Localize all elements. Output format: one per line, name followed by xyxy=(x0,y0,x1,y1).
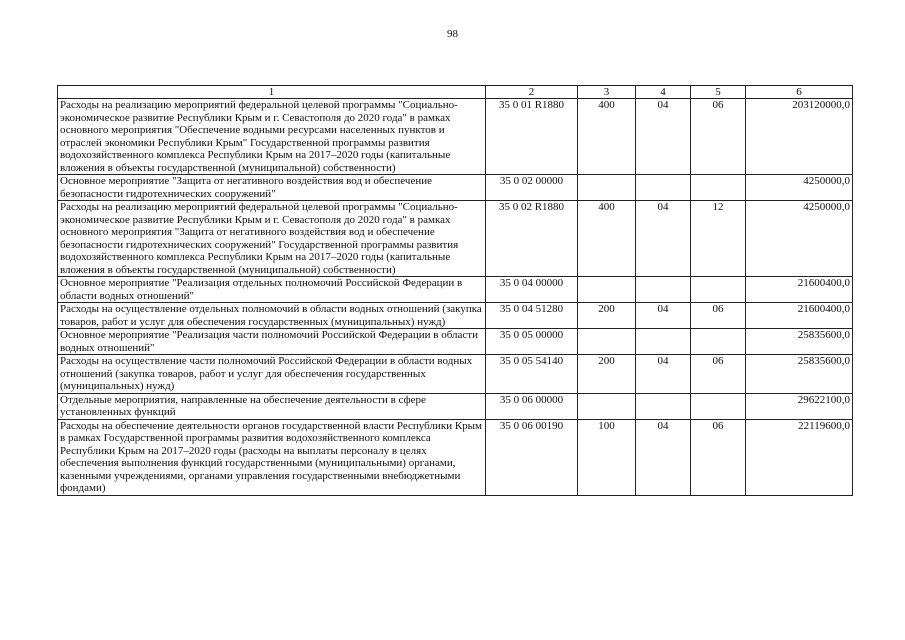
header-col-2: 2 xyxy=(486,86,578,99)
row-amount: 21600400,0 xyxy=(746,303,853,329)
row-col-3: 400 xyxy=(578,201,636,277)
row-col-4 xyxy=(636,329,691,355)
row-col-4: 04 xyxy=(636,419,691,495)
budget-table xyxy=(57,85,853,496)
table-row xyxy=(58,419,853,495)
header-col-1: 1 xyxy=(58,86,486,99)
row-name: Расходы на реализацию мероприятий федеральной целевой программы "Социально-экономическое развитие Республики Крым и г. Севастополя до 2020 года" в рамках основного мероприятия "Защита от негативного воздействия вод и обеспечение безопасности гидротехнических сооружений" Государственной программы развития водохозяйственного комплекса Республики Крым на 2017–2020 годы (капитальные вложения в объекты государственной (муниципальной) собственности) xyxy=(58,201,486,277)
row-name: Расходы на осуществление части полномочий Российской Федерации в области водных отношений (закупка товаров, работ и услуг для обеспечения государственных (муниципальных) нужд) xyxy=(58,355,486,394)
row-col-3 xyxy=(578,393,636,419)
row-code: 35 0 02 R1880 xyxy=(486,201,578,277)
row-name: Расходы на осуществление отдельных полномочий в области водных отношений (закупка товаров, работ и услуг для обеспечения государственных (муниципальных) нужд) xyxy=(58,303,486,329)
row-amount: 25835600,0 xyxy=(746,355,853,394)
header-col-6: 6 xyxy=(746,86,853,99)
table-row xyxy=(58,201,853,277)
header-col-5: 5 xyxy=(691,86,746,99)
row-col-3: 100 xyxy=(578,419,636,495)
page-number: 98 xyxy=(447,28,458,40)
row-col-4 xyxy=(636,393,691,419)
row-col-3 xyxy=(578,329,636,355)
table-row xyxy=(58,393,853,419)
row-col-3 xyxy=(578,175,636,201)
row-col-5 xyxy=(691,277,746,303)
header-col-3: 3 xyxy=(578,86,636,99)
table-row xyxy=(58,329,853,355)
row-code: 35 0 02 00000 xyxy=(486,175,578,201)
row-code: 35 0 04 00000 xyxy=(486,277,578,303)
row-code: 35 0 06 00000 xyxy=(486,393,578,419)
row-col-5: 12 xyxy=(691,201,746,277)
row-col-4: 04 xyxy=(636,355,691,394)
row-col-5: 06 xyxy=(691,99,746,175)
row-name: Расходы на обеспечение деятельности органов государственной власти Республики Крым в рамках Государственной программы развития водохозяйственного комплекса Республики Крым на 2017–2020 годы (расходы на выплаты персоналу в целях обеспечения выполнения функций государственными (муниципальными) органами, казенными учреждениями, органами управления государственными внебюджетными фондами) xyxy=(58,419,486,495)
row-name: Основное мероприятие "Защита от негативного воздействия вод и обеспечение безопасности гидротехнических сооружений" xyxy=(58,175,486,201)
header-row xyxy=(58,86,853,99)
row-code: 35 0 04 51280 xyxy=(486,303,578,329)
row-col-5 xyxy=(691,175,746,201)
row-col-4: 04 xyxy=(636,99,691,175)
row-name: Расходы на реализацию мероприятий федеральной целевой программы "Социально-экономическое развитие Республики Крым и г. Севастополя до 2020 года" в рамках основного мероприятия "Обеспечение водными ресурсами населенных пунктов и отраслей экономики Республики Крым" Государственной программы развития водохозяйственного комплекса Республики Крым на 2017–2020 годы (капитальные вложения в объекты государственной (муниципальной) собственности) xyxy=(58,99,486,175)
row-col-5: 06 xyxy=(691,419,746,495)
row-col-3: 400 xyxy=(578,99,636,175)
row-col-5: 06 xyxy=(691,303,746,329)
row-name: Отдельные мероприятия, направленные на обеспечение деятельности в сфере установленных функций xyxy=(58,393,486,419)
row-col-4: 04 xyxy=(636,303,691,329)
header-col-4: 4 xyxy=(636,86,691,99)
row-code: 35 0 01 R1880 xyxy=(486,99,578,175)
row-code: 35 0 06 00190 xyxy=(486,419,578,495)
row-col-5: 06 xyxy=(691,355,746,394)
row-name: Основное мероприятие "Реализация части полномочий Российской Федерации в области водных отношений" xyxy=(58,329,486,355)
row-col-5 xyxy=(691,329,746,355)
table-row xyxy=(58,99,853,175)
row-code: 35 0 05 00000 xyxy=(486,329,578,355)
row-amount: 4250000,0 xyxy=(746,201,853,277)
table-row xyxy=(58,355,853,394)
row-amount: 203120000,0 xyxy=(746,99,853,175)
row-amount: 21600400,0 xyxy=(746,277,853,303)
table-row xyxy=(58,277,853,303)
row-name: Основное мероприятие "Реализация отдельных полномочий Российской Федерации в области водных отношений" xyxy=(58,277,486,303)
row-col-4 xyxy=(636,277,691,303)
row-col-4 xyxy=(636,175,691,201)
table-row xyxy=(58,303,853,329)
row-amount: 4250000,0 xyxy=(746,175,853,201)
table-row xyxy=(58,175,853,201)
row-col-3 xyxy=(578,277,636,303)
row-col-4: 04 xyxy=(636,201,691,277)
row-col-3: 200 xyxy=(578,303,636,329)
row-amount: 22119600,0 xyxy=(746,419,853,495)
row-col-5 xyxy=(691,393,746,419)
row-code: 35 0 05 54140 xyxy=(486,355,578,394)
row-col-3: 200 xyxy=(578,355,636,394)
row-amount: 29622100,0 xyxy=(746,393,853,419)
row-amount: 25835600,0 xyxy=(746,329,853,355)
